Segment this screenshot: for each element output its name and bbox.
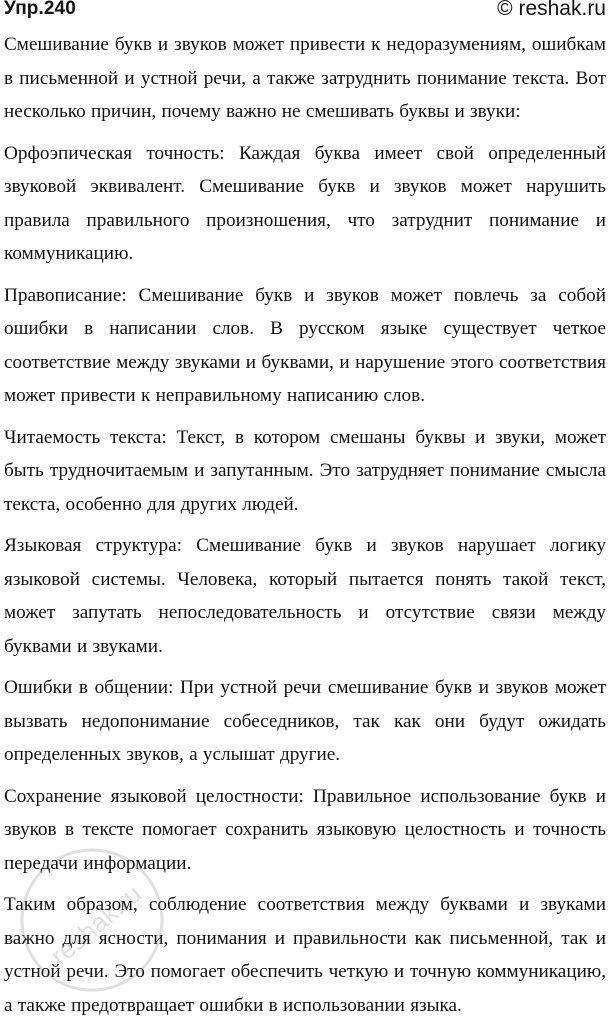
site-credit: © reshak.ru: [497, 0, 606, 20]
exercise-title: Упр.240: [4, 0, 76, 19]
paragraph-communication: Ошибки в общении: При устной речи смешивание букв и звуков может вызвать недопонимание собеседников, так как они будут ожидать определенных звуков, а услышат другие.: [4, 677, 606, 765]
paragraph-spelling: Правописание: Смешивание букв и звуков может повлечь за собой ошибки в написании слов. В русском языке существует четкое соответствие между звуками и буквами, и нарушение этого соответствия может привести к неправильному написанию слов.: [4, 284, 606, 406]
answer-text: [4, 28, 606, 1022]
paragraph-structure: Языковая структура: Смешивание букв и звуков нарушает логику языковой системы. Человека, который пытается понять такой текст, может запутать непоследовательность и отсутствие связи между буквами и звуками.: [4, 535, 606, 657]
paragraph-orthoepic: Орфоэпическая точность: Каждая буква имеет свой определенный звуковой эквивалент. Смешивание букв и звуков может нарушить правила правильного произношения, что затруднит понимание и коммуникацию.: [4, 142, 606, 264]
watermark-text: reshak.ru: [44, 878, 148, 971]
paragraph-integrity: Сохранение языковой целостности: Правильное использование букв и звуков в тексте помогает сохранить языковую целостность и точность передачи информации.: [4, 785, 606, 874]
paragraph-intro: Смешивание букв и звуков может привести к недоразумениям, ошибкам в письменной и устной речи, а также затруднить понимание текста. Вот несколько причин, почему важно не смешивать буквы и звуки:: [4, 34, 606, 122]
paragraph-readability: Читаемость текста: Текст, в котором смешаны буквы и звуки, может быть трудночитаемым и запутанным. Это затрудняет понимание смысла текста, особенно для других людей.: [4, 426, 606, 515]
header: [4, 0, 606, 28]
paragraph-conclusion: Таким образом, соблюдение соответствия между буквами и звуками важно для ясности, понимания и правильности как письменной, так и устной речи. Это помогает обеспечить четкую и точную коммуникацию, а также предотвращает ошибки в использовании языка.: [4, 894, 606, 1016]
page: [4, 0, 606, 1030]
